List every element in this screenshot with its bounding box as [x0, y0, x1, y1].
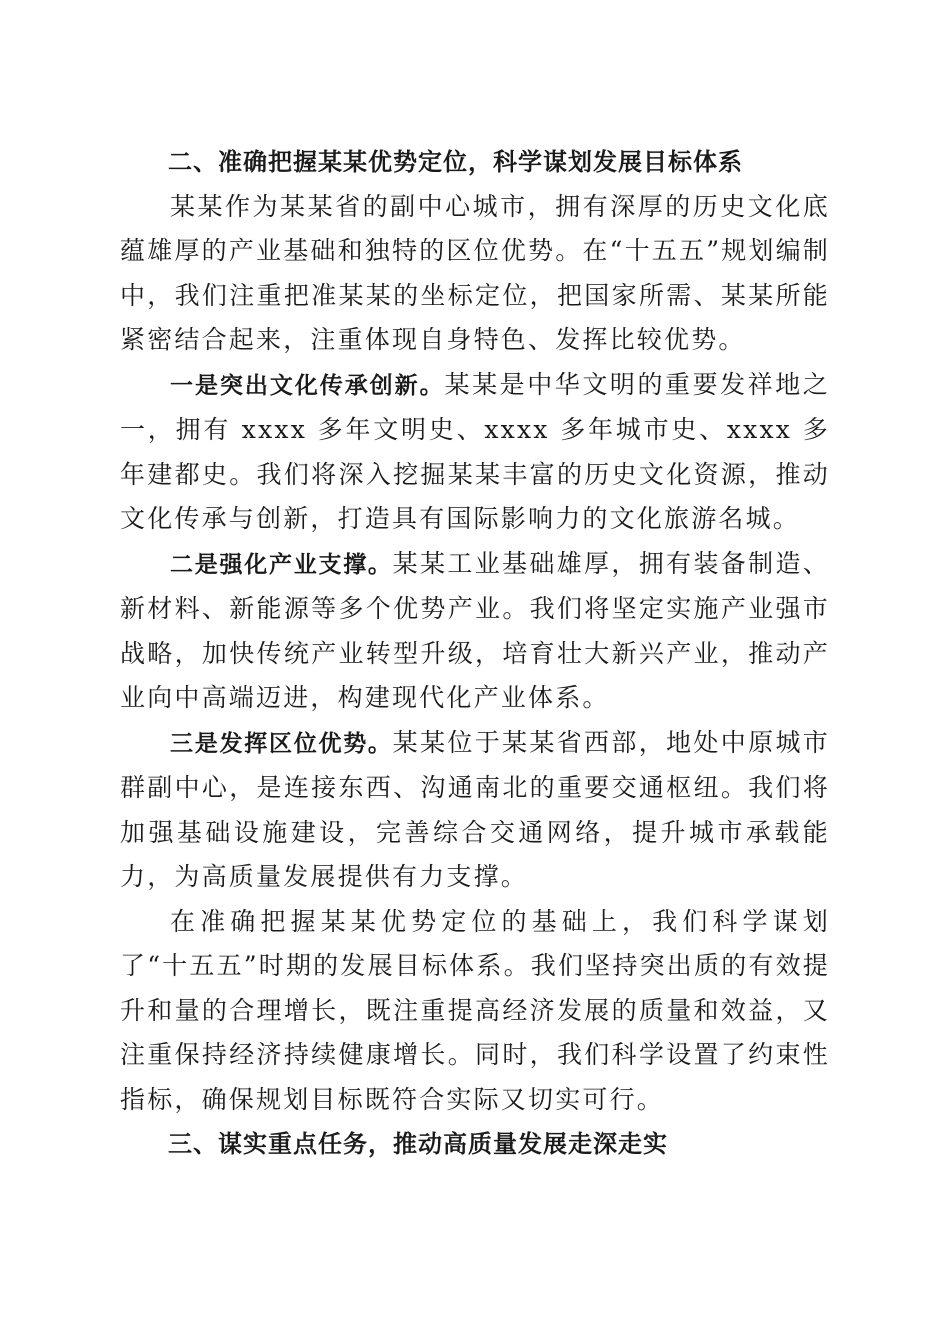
point-body-2: 某某工业基础雄厚，拥有装备制造、新材料、新能源等多个优势产业。我们将坚定实施产业强市战略，加快传统产业转型升级，培育壮大新兴产业，推动产业向中高端迈进，构建现代化产业体系。: [120, 548, 830, 712]
point-lead-1: 一是突出文化传承创新。: [170, 372, 445, 399]
point-lead-2: 二是强化产业支撑。: [170, 551, 393, 578]
point-paragraph-1: [120, 363, 830, 542]
document-body: [120, 140, 830, 1167]
point-body-1: 某某是中华文明的重要发祥地之一，拥有 xxxx 多年文明史、xxxx 多年城市史、xxxx 多年建都史。我们将深入挖掘某某丰富的历史文化资源，推动文化传承与创新，打造具有国际影响力的文化旅游名城。: [120, 369, 830, 533]
point-lead-3: 三是发挥区位优势。: [170, 730, 393, 757]
point-paragraph-3: [120, 721, 830, 900]
point-body-3: 某某位于某某省西部，地处中原城市群副中心，是连接东西、沟通南北的重要交通枢纽。我们将加强基础设施建设，完善综合交通网络，提升城市承载能力，为高质量发展提供有力支撑。: [120, 727, 830, 891]
point-paragraph-2: [120, 542, 830, 721]
section-heading-3: 三、谋实重点任务，推动高质量发展走深走实: [168, 1130, 668, 1158]
section-heading-2: 二、准确把握某某优势定位，科学谋划发展目标体系: [168, 148, 743, 176]
intro-paragraph: 某某作为某某省的副中心城市，拥有深厚的历史文化底蕴雄厚的产业基础和独特的区位优势。在“十五五”规划编制中，我们注重把准某某的坐标定位，把国家所需、某某所能紧密结合起来，注重体现自身特色、发挥比较优势。: [120, 191, 830, 354]
closing-paragraph: 在准确把握某某优势定位的基础上，我们科学谋划了“十五五”时期的发展目标体系。我们坚持突出质的有效提升和量的合理增长，既注重提高经济发展的质量和效益，又注重保持经济持续健康增长。同时，我们科学设置了约束性指标，确保规划目标既符合实际又切实可行。: [120, 906, 830, 1114]
